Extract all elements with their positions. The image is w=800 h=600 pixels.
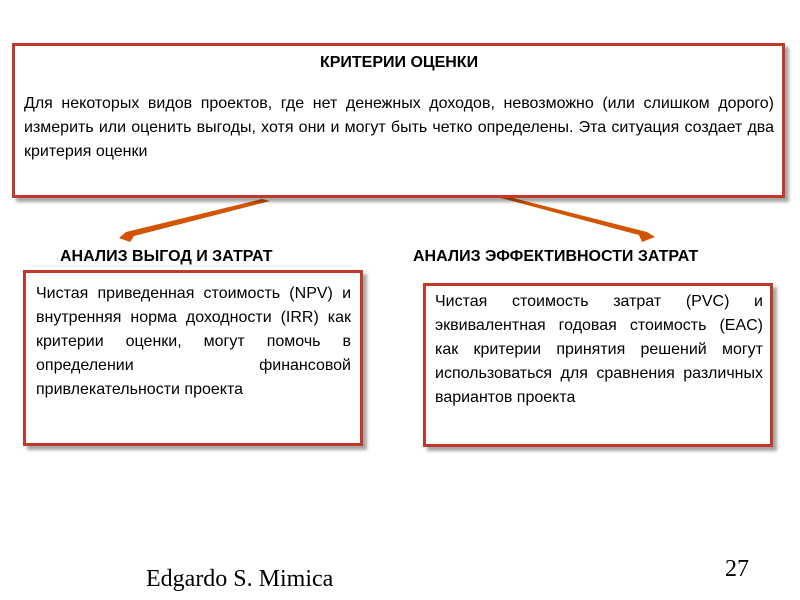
author-name: Edgardo S. Mimica [146, 566, 334, 592]
evaluation-criteria-box [12, 43, 785, 198]
cost-effectiveness-text: Чистая стоимость затрат (PVC) и эквивалентная годовая стоимость (EAC) как критерии принятия решений могут использоваться для сравнения различных вариантов проекта [435, 293, 763, 406]
cost-effectiveness-heading: АНАЛИЗ ЭФФЕКТИВНОСТИ ЗАТРАТ [413, 248, 699, 265]
arrow-to-right [501, 197, 655, 242]
arrow-to-left [119, 199, 270, 242]
cost-benefit-box [23, 270, 363, 446]
cost-benefit-text: Чистая приведенная стоимость (NPV) и внутренняя норма доходности (IRR) как критерии оценки, могут помочь в определении финансовой привлекательности проекта [36, 285, 351, 398]
cost-effectiveness-box [423, 283, 773, 447]
page-number: 27 [725, 556, 749, 582]
cost-benefit-heading: АНАЛИЗ ВЫГОД И ЗАТРАТ [60, 248, 273, 265]
evaluation-criteria-text: Для некоторых видов проектов, где нет денежных доходов, невозможно (или слишком дорого) измерить или оценить выгоды, хотя они и могут быть четко определены. Эта ситуация создает два критерия оценки [24, 95, 774, 160]
evaluation-criteria-title: КРИТЕРИИ ОЦЕНКИ [319, 54, 479, 71]
